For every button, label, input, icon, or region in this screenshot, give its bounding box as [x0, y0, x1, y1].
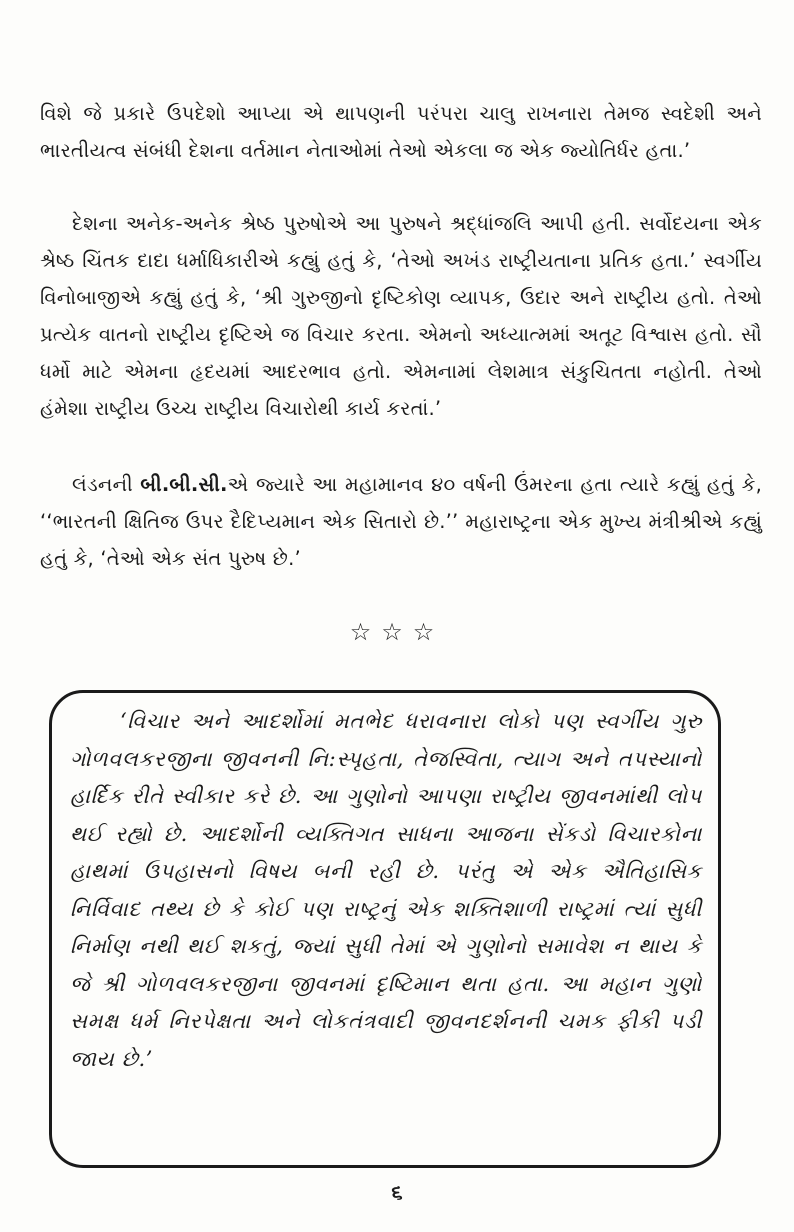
paragraph-1: વિશે જે પ્રકારે ઉપદેશો આપ્યા એ થાપણની પરંપરા ચાલુ રાખનારા તેમજ સ્વદેશી અને ભારતીયત્વ સંબંધી દેશના વર્તમાન નેતાઓમાં તેઓ એકલા જ એક જ્યોતિર્ધર હતા.’ [40, 102, 762, 162]
paragraph-3-prefix: લંડનની [72, 473, 141, 496]
paragraph-3-rest: એ જ્યારે આ મહામાનવ ૪૦ વર્ષની ઉંમરના હતા ત્યારે કહ્યું હતું કે, ‘‘ભારતની ક્ષિતિજ ઉપર દૈદિપ્યમાન એક સિતારો છે.’’ મહારાષ્ટ્રના એક મુખ્ય મંત્રીશ્રીએ કહ્યું હતું કે, ‘તેઓ એક સંત પુરુષ છે.’ [40, 473, 762, 570]
star-separator: ☆☆☆ [349, 618, 445, 646]
quote-box [49, 690, 721, 1168]
page-number: ૬ [391, 1180, 403, 1204]
bbc-bold-text: બી.બી.સી. [140, 473, 228, 496]
paragraph-2: દેશના અનેક-અનેક શ્રેષ્ઠ પુરુષોએ આ પુરુષને શ્રદ્ધાંજલિ આપી હતી. સર્વોદયના એક શ્રેષ્ઠ ચિંતક દાદા ધર્માધિકારીએ કહ્યું હતું કે, ‘તેઓ અખંડ રાષ્ટ્રીયતાના પ્રતિક હતા.’ સ્વર્ગીય વિનોબાજીએ કહ્યું હતું કે, ‘શ્રી ગુરુજીનો દૃષ્ટિકોણ વ્યાપક, ઉદાર અને રાષ્ટ્રીય હતો. તેઓ પ્રત્યેક વાતનો રાષ્ટ્રીય દૃષ્ટિએ જ વિચાર કરતા. એમનો અધ્યાત્મમાં અતૂટ વિશ્વાસ હતો. સૌ ધર્મો માટે એમના હૃદયમાં આદરભાવ હતો. એમનામાં લેશમાત્ર સંકુચિતતા નહોતી. તેઓ હંમેશા રાષ્ટ્રીય ઉચ્ચ રાષ્ટ્રીય વિચારોથી કાર્ય કરતાં.’ [40, 212, 762, 420]
quote-text: ‘વિચાર અને આદર્શોમાં મતભેદ ધરાવનારા લોકો પણ સ્વર્ગીય ગુરુ ગોળવલકરજીના જીવનની નિ:સ્પૃહતા, તેજસ્વિતા, ત્યાગ અને તપસ્યાનો હાર્દિક રીતે સ્વીકાર કરે છે. આ ગુણોનો આપણા રાષ્ટ્રીય જીવનમાંથી લોપ થઈ રહ્યો છે. આદર્શોની વ્યક્તિગત સાધના આજના સેંકડો વિચારકોના હાથમાં ઉપહાસનો વિષય બની રહી છે. પરંતુ એ એક ઐતિહાસિક નિર્વિવાદ તથ્ય છે કે કોઈ પણ રાષ્ટ્રનું એક શક્તિશાળી રાષ્ટ્રમાં ત્યાં સુધી નિર્માણ નથી થઈ શકતું, જ્યાં સુધી તેમાં એ ગુણોનો સમાવેશ ન થાય કે જે શ્રી ગોળવલકરજીના જીવનમાં દૃષ્ટિમાન થતા હતા. આ મહાન ગુણો સમક્ષ ધર્મ નિરપેક્ષતા અને લોકતંત્રવાદી જીવનદર્શનની ચમક ફીકી પડી જાય છે.’ [70, 709, 702, 1071]
paragraph-3 [40, 466, 762, 577]
